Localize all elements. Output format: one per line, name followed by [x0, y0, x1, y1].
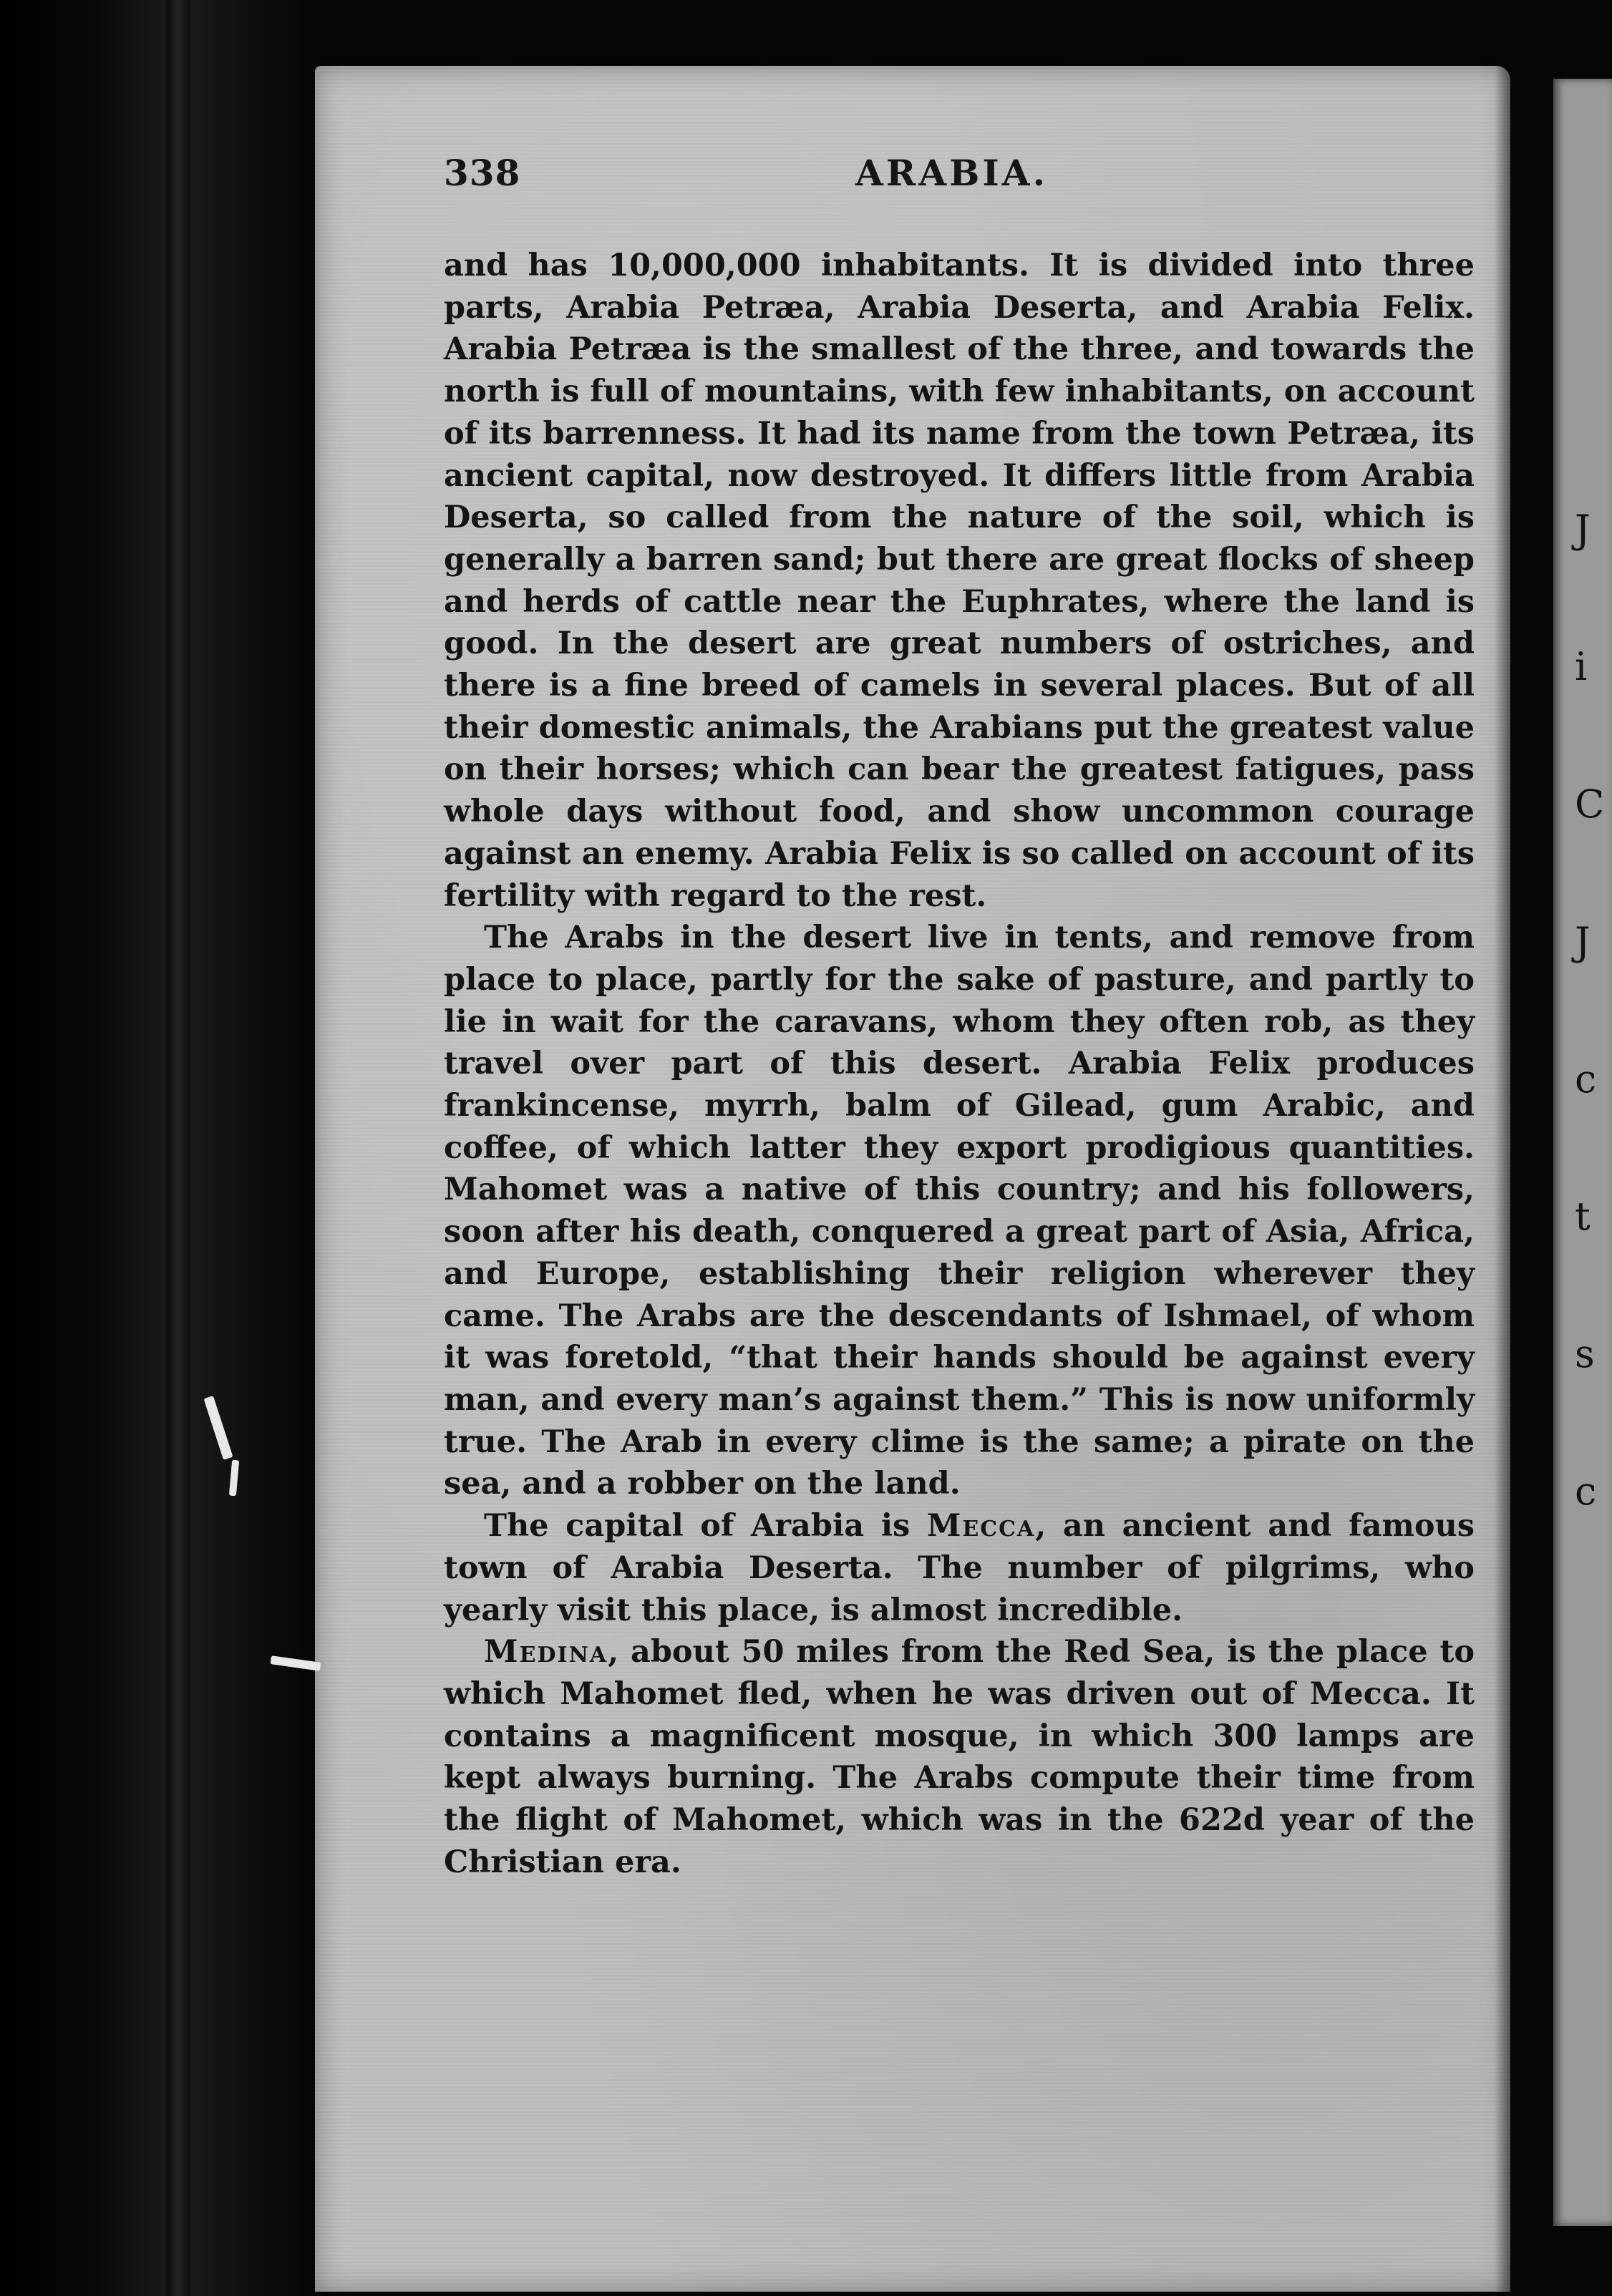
- place-name-medina: Medina: [484, 1634, 608, 1670]
- paragraph-text: The capital of Arabia is: [484, 1508, 927, 1545]
- page-number: 338: [444, 152, 521, 194]
- fragment-char: i: [1575, 644, 1588, 689]
- paragraph-text: , about 50 miles from the Red Sea, is the place to which Mahomet fled, when he was driven out of Mecca. It contains a magnificent mosque, in which 300 lamps are kept always burning. The Arabs compute their time from the flight of Mahomet, which was in the 622d year of the Christian era.: [444, 1634, 1475, 1880]
- book-binding-shadow: [0, 0, 315, 2296]
- paragraph-text: , an ancient and famous town of Arabia Deserta. The number of pilgrims, who yearly visit this place, is almost incredible.: [444, 1508, 1475, 1628]
- paragraph-text: The Arabs in the desert live in tents, and remove from place to place, partly for the sake of pasture, and partly to lie in wait for the caravans, whom they often rob, as they travel over part of this desert. Arabia Felix produces frankincense, myrrh, balm of Gilead, gum Arabic, and coffee, of which latter they export prodigious quantities. Mahomet was a native of this country; and his followers, soon after his death, conquered a great part of Asia, Africa, and Europe, establishing their religion wherever they came. The Arabs are the descendants of Ishmael, of whom it was foretold, “that their hands should be against every man, and every man’s against them.” This is now uniformly true. The Arab in every clime is the same; a pirate on the sea, and a robber on the land.: [444, 920, 1475, 1502]
- page-gutter-shadow: [1495, 66, 1510, 2292]
- page-header: [444, 152, 1410, 209]
- paragraph-text: and has 10,000,000 inhabitants. It is divided into three parts, Arabia Petræa, Arabia Deserta, and Arabia Felix. Arabia Petræa is the smallest of the three, and towards the north is full of mountains, with few inhabitants, on account of its barrenness. It had its name from the town Petræa, its ancient capital, now destroyed. It differs little from Arabia Deserta, so called from the nature of the soil, which is generally a barren sand; but there are great flocks of sheep and herds of cattle near the Euphrates, where the land is good. In the desert are great numbers of ostriches, and there is a fine breed of camels in several places. But of all their domestic animals, the Arabians put the greatest value on their horses; which can bear the greatest fatigues, pass whole days without food, and show uncommon courage against an enemy. Arabia Felix is so called on account of its fertility with regard to the rest.: [444, 248, 1475, 914]
- fragment-char: J: [1575, 919, 1591, 964]
- fragment-char: t: [1575, 1194, 1591, 1239]
- fragment-char: c: [1575, 1469, 1597, 1514]
- fragment-char: J: [1575, 507, 1591, 552]
- binding-strip: [166, 0, 190, 2296]
- book-page: [315, 66, 1510, 2292]
- place-name-mecca: Mecca: [926, 1508, 1036, 1545]
- body-text: [444, 245, 1475, 1883]
- paragraph-1: [444, 245, 1475, 917]
- fragment-char: C: [1575, 782, 1605, 827]
- fragment-char: s: [1575, 1331, 1595, 1376]
- fragment-char: c: [1575, 1056, 1597, 1101]
- paragraph-3: [444, 1505, 1475, 1631]
- paragraph-4: [444, 1631, 1475, 1883]
- paragraph-2: [444, 917, 1475, 1505]
- running-head: ARABIA.: [855, 152, 1048, 194]
- adjacent-page-fragment: [1575, 415, 1612, 1606]
